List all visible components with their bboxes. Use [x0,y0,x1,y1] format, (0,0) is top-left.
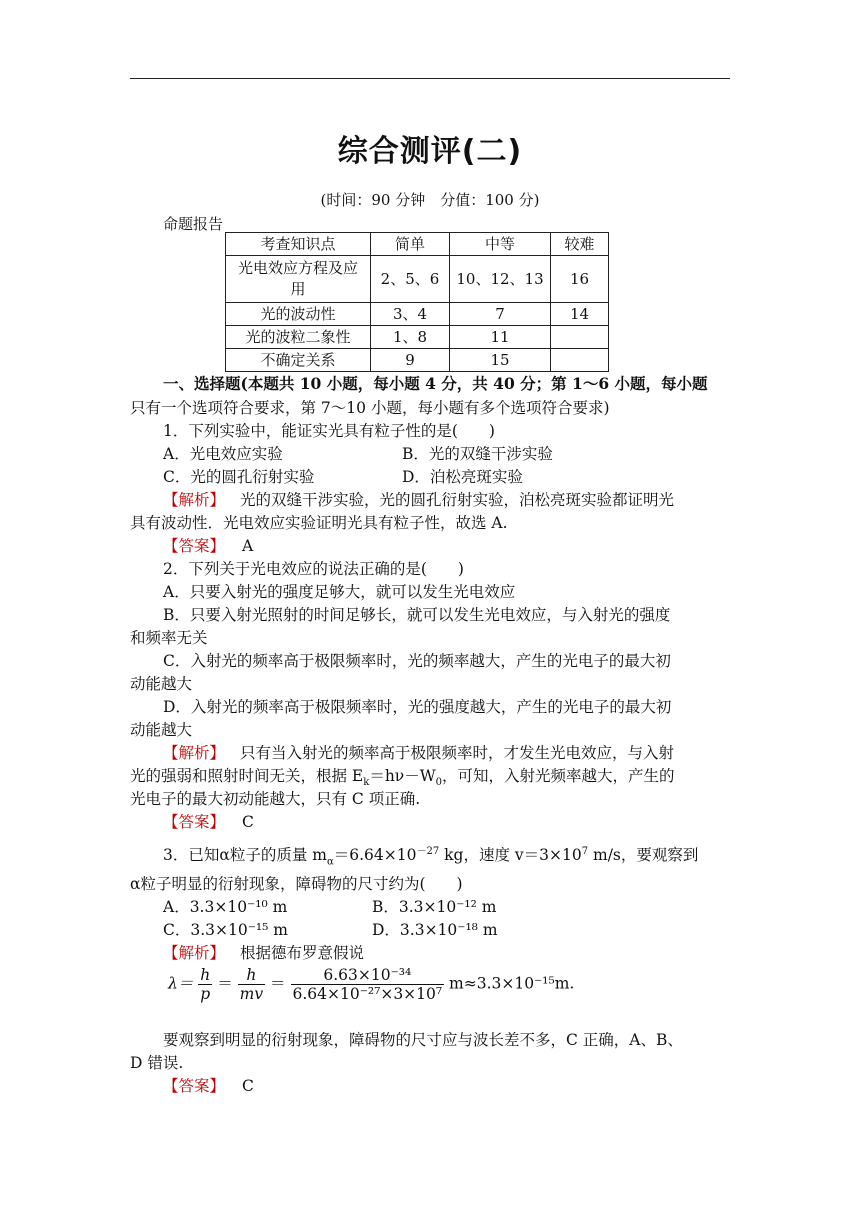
analysis-text: 只有当入射光的频率高于极限频率时，才发生光电效应，与入射 [239,744,674,762]
cell-line: 用 [290,280,306,298]
analysis-text: ，可知，入射光频率越大，产生的 [442,767,675,785]
report-label: 命题报告 [163,215,224,233]
table-cell: 11 [450,326,551,349]
section-heading-cont: 只有一个选项符合要求，第 7～10 小题，每小题有多个选项符合要求) [130,399,610,417]
knowledge-table [225,232,609,372]
q3-analysis-cont: 要观察到明显的衍射现象，障碍物的尺寸应与波长差不多，C 正确，A、B、 [163,1031,683,1049]
table-header-cell: 考查知识点 [226,233,371,256]
superscript: －27 [416,846,440,857]
q1-analysis-cont: 具有波动性．光电效应实验证明光具有粒子性，故选 A. [130,514,508,532]
subscript: k [363,777,370,789]
analysis-text: 根据德布罗意假说 [239,944,364,962]
q3-option-b: B．3.3×10⁻¹² m [372,898,497,916]
q1-answer [163,534,253,556]
table-cell: 15 [450,349,551,372]
q2-option-d-cont: 动能越大 [130,721,193,739]
formula-lambda: λ＝ [168,974,194,993]
table-row [226,349,609,372]
answer-tag: 【答案】 [163,813,226,831]
fraction-h-p [198,966,212,1003]
cell-line: 光电效应方程及应 [237,259,358,277]
equals: ＝ [217,974,233,993]
superscript: 7 [581,846,589,857]
q1-option-c: C．光的圆孔衍射实验 [163,468,315,486]
denominator: 6.64×10⁻²⁷×3×10⁷ [292,985,443,1003]
answer-value: A [241,537,254,555]
analysis-text: 光的强弱和照射时间无关，根据 E [130,767,364,785]
stem-text: 3．已知α粒子的质量 m [163,846,327,865]
table-header-cell: 简单 [371,233,450,256]
q3-option-a: A．3.3×10⁻¹⁰ m [163,898,288,916]
section-heading: 一、选择题(本题共 10 小题，每小题 4 分，共 40 分；第 1～6 小题，每小题 [163,374,708,393]
table-cell: 光的波粒二象性 [226,326,371,349]
q2-option-b: B．只要入射光照射的时间足够长，就可以发生光电效应，与入射光的强度 [163,606,671,624]
page-subtitle: (时间：90 分钟 分值：100 分) [320,191,540,209]
q1-option-a: A．光电效应实验 [163,445,283,463]
analysis-tag: 【解析】 [163,944,226,962]
table-header-row [226,233,609,256]
numerator: 6.63×10⁻³⁴ [291,966,445,985]
formula-result: m≈3.3×10⁻¹⁵m. [449,974,575,993]
q2-option-c: C．入射光的频率高于极限频率时，光的频率越大，产生的光电子的最大初 [163,652,671,670]
table-cell [551,326,609,349]
q3-stem-cont: α粒子明显的衍射现象，障碍物的尺寸约为( ) [130,875,463,893]
table-cell: 16 [551,256,609,303]
table-cell: 7 [450,303,551,326]
q3-option-d: D．3.3×10⁻¹⁸ m [372,921,498,939]
table-header-cell: 较难 [551,233,609,256]
table-cell: 9 [371,349,450,372]
table-row [226,303,609,326]
denominator: mv [239,985,264,1003]
fraction-h-mv [238,966,265,1003]
analysis-text: 光的双缝干涉实验，光的圆孔衍射实验，泊松亮斑实验都证明光 [239,491,674,509]
q2-analysis-cont [130,764,675,788]
q2-option-a: A．只要入射光的强度足够大，就可以发生光电效应 [163,583,516,601]
stem-text: ＝6.64×10 [333,846,417,865]
stem-text: m/s，要观察到 [588,846,699,865]
page-title: 综合测评(二) [337,134,523,169]
answer-value: C [241,1077,254,1095]
q3-stem [163,842,698,867]
equals: ＝ [270,974,286,993]
table-row [226,326,609,349]
q3-option-c: C．3.3×10⁻¹⁵ m [163,921,288,939]
answer-tag: 【答案】 [163,1077,226,1095]
q1-option-b: B．光的双缝干涉实验 [402,445,553,463]
q1-option-d: D．泊松亮斑实验 [402,468,523,486]
subscript: α [326,856,334,868]
table-cell [226,256,371,303]
formula [168,966,574,1003]
q3-answer [163,1074,254,1096]
table-row [226,256,609,303]
table-cell: 不确定关系 [226,349,371,372]
analysis-tag: 【解析】 [163,744,226,762]
table-cell: 3、4 [371,303,450,326]
analysis-tag: 【解析】 [163,491,226,509]
subscript: 0 [435,777,443,789]
q2-option-d: D．入射光的频率高于极限频率时，光的强度越大，产生的光电子的最大初 [163,698,672,716]
q2-stem: 2．下列关于光电效应的说法正确的是( ) [163,560,464,578]
table-cell: 光的波动性 [226,303,371,326]
stem-text: kg，速度 v＝3×10 [439,846,582,865]
q2-option-b-cont: 和频率无关 [130,629,208,647]
q2-analysis-cont2: 光电子的最大初动能越大，只有 C 项正确. [130,790,421,808]
q2-analysis [163,741,674,763]
q3-analysis-cont2: D 错误. [130,1054,184,1072]
top-rule [130,78,730,79]
q2-option-c-cont: 动能越大 [130,675,193,693]
table-cell: 14 [551,303,609,326]
table-header-cell: 中等 [450,233,551,256]
table-cell: 1、8 [371,326,450,349]
table-cell: 2、5、6 [371,256,450,303]
analysis-text: ＝hν－W [369,767,436,785]
numerator: h [238,966,265,985]
q3-analysis [163,941,364,963]
table-cell: 10、12、13 [450,256,551,303]
answer-value: C [241,813,254,831]
table-cell [551,349,609,372]
answer-tag: 【答案】 [163,537,226,555]
denominator: p [200,985,211,1003]
numerator: h [200,966,211,984]
q1-stem: 1．下列实验中，能证实光具有粒子性的是( ) [163,422,495,440]
q2-answer [163,810,254,832]
q1-analysis [163,488,674,510]
fraction-value [291,966,445,1003]
